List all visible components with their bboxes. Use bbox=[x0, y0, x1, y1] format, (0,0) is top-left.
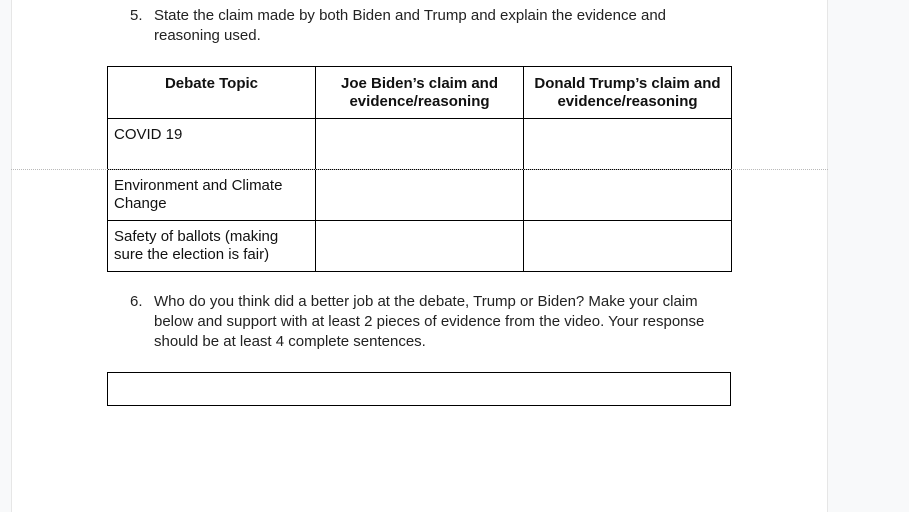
biden-cell[interactable] bbox=[316, 221, 524, 272]
table-header-row bbox=[108, 67, 732, 119]
header-debate-topic: Debate Topic bbox=[108, 67, 316, 119]
answer-box[interactable] bbox=[107, 372, 731, 406]
question-5-number: 5. bbox=[130, 7, 143, 24]
trump-cell[interactable] bbox=[524, 119, 732, 170]
biden-cell[interactable] bbox=[316, 170, 524, 221]
question-5-text: State the claim made by both Biden and Trump and explain the evidence and reasoning used. bbox=[154, 7, 666, 44]
table-row bbox=[108, 170, 732, 221]
biden-cell[interactable] bbox=[316, 119, 524, 170]
page-break-line bbox=[11, 169, 828, 170]
topic-cell: Safety of ballots (making sure the election is fair) bbox=[108, 221, 316, 272]
table-row bbox=[108, 221, 732, 272]
trump-cell[interactable] bbox=[524, 170, 732, 221]
table-row bbox=[108, 119, 732, 170]
question-6-text: Who do you think did a better job at the debate, Trump or Biden? Make your claim below and support with at least 2 pieces of evidence from the video. Your response should be at least 4 complete sentences. bbox=[154, 293, 705, 350]
header-biden-claim: Joe Biden’s claim and evidence/reasoning bbox=[316, 67, 524, 119]
topic-cell: COVID 19 bbox=[108, 119, 316, 170]
question-6-number: 6. bbox=[130, 293, 143, 310]
topic-cell: Environment and Climate Change bbox=[108, 170, 316, 221]
trump-cell[interactable] bbox=[524, 221, 732, 272]
header-trump-claim: Donald Trump’s claim and evidence/reasoning bbox=[524, 67, 732, 119]
